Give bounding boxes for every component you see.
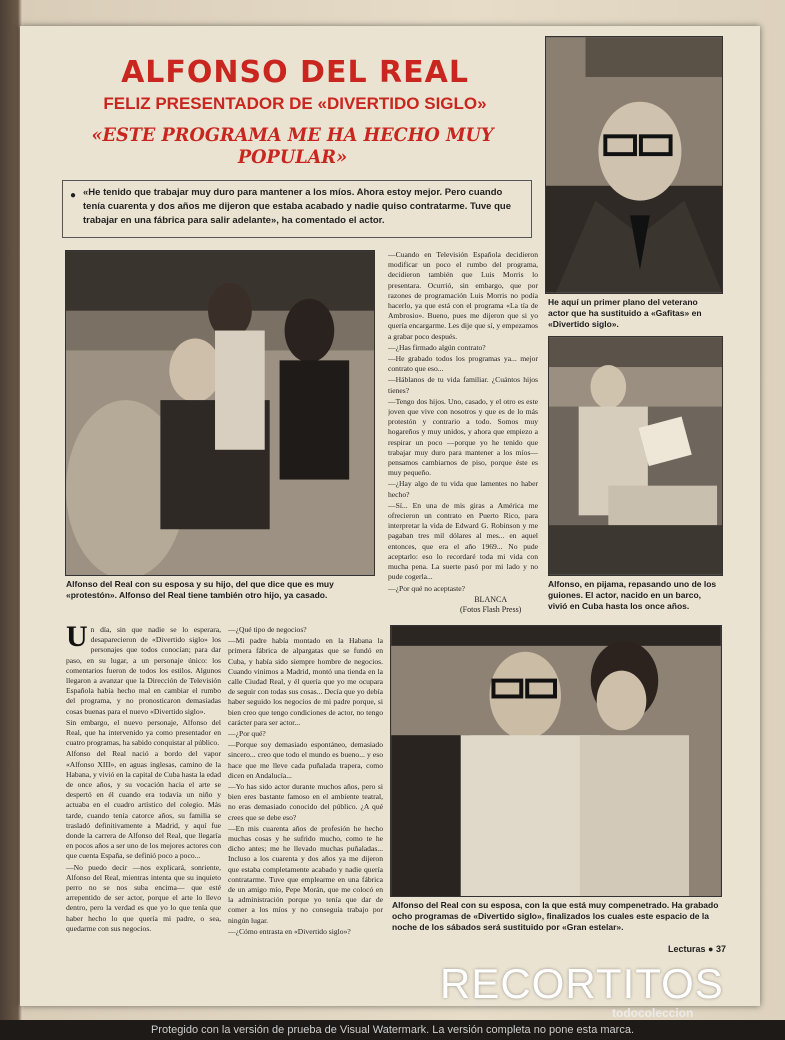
drop-cap: U <box>66 625 88 653</box>
paragraph: Alfonso del Real nació a bordo del vapor «Alfonso XIII», en aguas inglesas, camino de la Habana, y vivió en la capital de Cuba hasta la edad de once años, y su vocación hacia el arte se despertó en él cuando era todavía un niño y actuaba en el cuadro artístico del colegio. Más tarde, cuando tenía catorce años, su familia se trasladó definitivamente a Madrid, y aquí fue donde la carrera de Alfonso del Real, que llegaría en pocos años a ser uno de los mejores actores con que cuenta España, se definió poco a poco... <box>66 749 221 861</box>
paragraph: —Háblanos de tu vida familiar. ¿Cuántos hijos tienes? <box>388 375 538 395</box>
photo-credit: (Fotos Flash Press) <box>460 605 522 614</box>
paragraph: —Cuando en Televisión Española decidieron modificar un poco el rumbo del programa, decidieron también que Luis Morris lo presentara. Ocurrió, sin embargo, que por razones de programación Luis Morris no podía hacerlo, ya que está con el programa «La tía de Ambrosio». Bueno, pues me dijeron que si yo quería encargarme. Les dije que sí, y empezamos a grabar poco después. <box>388 250 538 341</box>
family-caption: Alfonso del Real con su esposa y su hijo, del que dice que es muy «protestón». Alfonso del Real tiene también otro hijo, ya casado. <box>66 579 334 600</box>
couple-photo <box>390 625 722 897</box>
intro-text: «He tenido que trabajar muy duro para mantener a los míos. Ahora estoy mejor. Pero cuando tenía cuarenta y dos años me dijeron que estaba acabado y nadie quiso contratarme. Tuve que trabajar en una fábrica para salir adelante», ha comentado el actor. <box>83 187 511 226</box>
paragraph: —Yo has sido actor durante muchos años, pero si bien eres bastante famoso en el ambiente teatral, no eras demasiado conocido del público. ¿A qué crees que se debe eso? <box>228 782 383 822</box>
paragraph: —Mi padre había montado en la Habana la primera fábrica de alpargatas que se fundó en Cuba, y había sido siempre hombre de negocios. Cuando vinimos a Madrid, montó una tienda en la calle Ciudad Real, y él quería que yo me ocupara de seguir con todas sus cosas... Decía que yo debía haber seguido los negocios de mi padre porque, si bien creo que tengo condiciones de actor, no tengo carácter para ser actor... <box>228 636 383 727</box>
paragraph-lead <box>66 625 221 717</box>
pajamas-caption: Alfonso, en pijama, repasando uno de los guiones. El actor, nacido en un barco, vivió en Cuba hasta los once años. <box>548 579 717 611</box>
author-credit <box>460 595 521 615</box>
text-column-top-right <box>388 250 538 593</box>
intro-box <box>62 180 532 238</box>
paragraph: Sin embargo, el nuevo personaje, Alfonso del Real, que ha intervenido ya como presentador en cuatro programas, ha sabido conquistar al público. <box>66 717 221 748</box>
paragraph: —¿Por qué no aceptaste? <box>388 583 465 593</box>
paragraph: —¿Por qué? <box>228 729 266 739</box>
paragraph: —En mis cuarenta años de profesión he hecho muchas cosas y he sufrido mucho, como te he dicho antes; me he llevado muchas puñaladas... Incluso a los cuarenta y dos años ya me dijeron que estaba completamente acabado y nadie quería contratarme. Tuve que emplearme en una fábrica de un amigo mío, Pepe Morán, que me colocó en la administración porque yo tenía que dar de comer a los míos y no conseguía trabajo por ningún lugar. <box>228 823 383 925</box>
todocoleccion-logo: todocoleccion <box>612 1006 694 1020</box>
headline-quote: «ESTE PROGRAMA ME HA HECHO MUY POPULAR» <box>91 124 494 168</box>
family-photo <box>65 250 375 576</box>
family-photo-image <box>66 251 374 575</box>
article-subtitle: FELIZ PRESENTADOR DE «DIVERTIDO SIGLO» <box>103 94 487 113</box>
portrait-photo-image <box>546 37 722 293</box>
paragraph: —¿Hay algo de tu vida que lamentes no haber hecho? <box>388 479 538 499</box>
couple-caption: Alfonso del Real con su esposa, con la que está muy compenetrado. Ha grabado ocho programas de «Divertido siglo», finalizados los cuales este espacio de la noche de los sábados será sustituido por «Gran estelar». <box>392 900 719 932</box>
paragraph: —He grabado todos los programas ya... mejor contrato que eso... <box>388 354 538 374</box>
text-column-bottom-left <box>66 625 221 947</box>
paragraph: —Tengo dos hijos. Uno, casado, y el otro es este joven que vive con nosotros y que es de lo más protestón y contrario a todo. Somos muy hogareños y muy unidos, y ahora que empiezo a respirar un poco —porque yo he tenido que trabajar muy duro para mantener a los míos— pensamos cambiarnos de piso, porque éste es muy pequeño. <box>388 396 538 478</box>
author-name: BLANCA <box>474 595 508 604</box>
magazine-page-number: Lecturas ● 37 <box>668 944 726 954</box>
paragraph: —¿Cómo entrasta en «Divertido siglo»? <box>228 926 351 936</box>
article-title: ALFONSO DEL REAL <box>121 55 469 90</box>
recortitos-watermark: RECORTITOS <box>440 960 724 1007</box>
pajamas-photo-image <box>549 337 722 575</box>
portrait-caption: He aquí un primer plano del veterano actor que ha sustituido a «Gafitas» en «Divertido siglo». <box>548 297 702 329</box>
paragraph: —¿Qué tipo de negocios? <box>228 625 307 634</box>
bullet-icon: ● <box>70 190 77 201</box>
couple-photo-image <box>391 626 721 896</box>
visual-watermark-notice: Protegido con la versión de prueba de Visual Watermark. La versión completa no pone esta marca. <box>0 1020 785 1040</box>
pajamas-photo <box>548 336 723 576</box>
paragraph: n día, sin que nadie se lo esperara, desaparecieron de «Divertido siglo» los personajes que todos conocían; para dar paso, en su lugar, a un personaje único: los comentarios fueron de todos los estilos. Algunos llegaron a avanzar que la Dirección de Televisión Española había hecho mal en cambiar el rumbo del programa, y no pronosticaron demasiadas cosas buenas para el nuevo «Divertido siglo». <box>66 625 221 716</box>
text-column-bottom-middle <box>228 625 383 947</box>
portrait-photo <box>545 36 723 294</box>
paragraph: —Sí... En una de mis giras a América me ofrecieron un contrato en Puerto Rico, para interpretar la vida de Edward G. Robinson y me pagaban tres mil dólares al mes... en aquel entonces, que era el año 1969... No pude aceptarlo: eso lo recordaré toda mi vida con mucha pena. La suerte pasó por mi lado y no pude cogerla... <box>388 500 538 582</box>
paragraph: —No puedo decir —nos explicará, sonriente, Alfonso del Real, mientras intenta que su inquieto perro no se nos suba encima— que esté arrepentido de ser actor, porque el arte lo llevo dentro, pero la verdad es que yo lo que tenía que haber hecho lo que quería mi padre, o sea, quedarme con sus negocios. <box>66 862 221 933</box>
paragraph: —Porque soy demasiado espontáneo, demasiado sincero... creo que todo el mundo es bueno... y eso hace que me lleve cada puñalada trapera, como dicen en Andalucía... <box>228 740 383 780</box>
paragraph: —¿Has firmado algún contrato? <box>388 342 486 352</box>
